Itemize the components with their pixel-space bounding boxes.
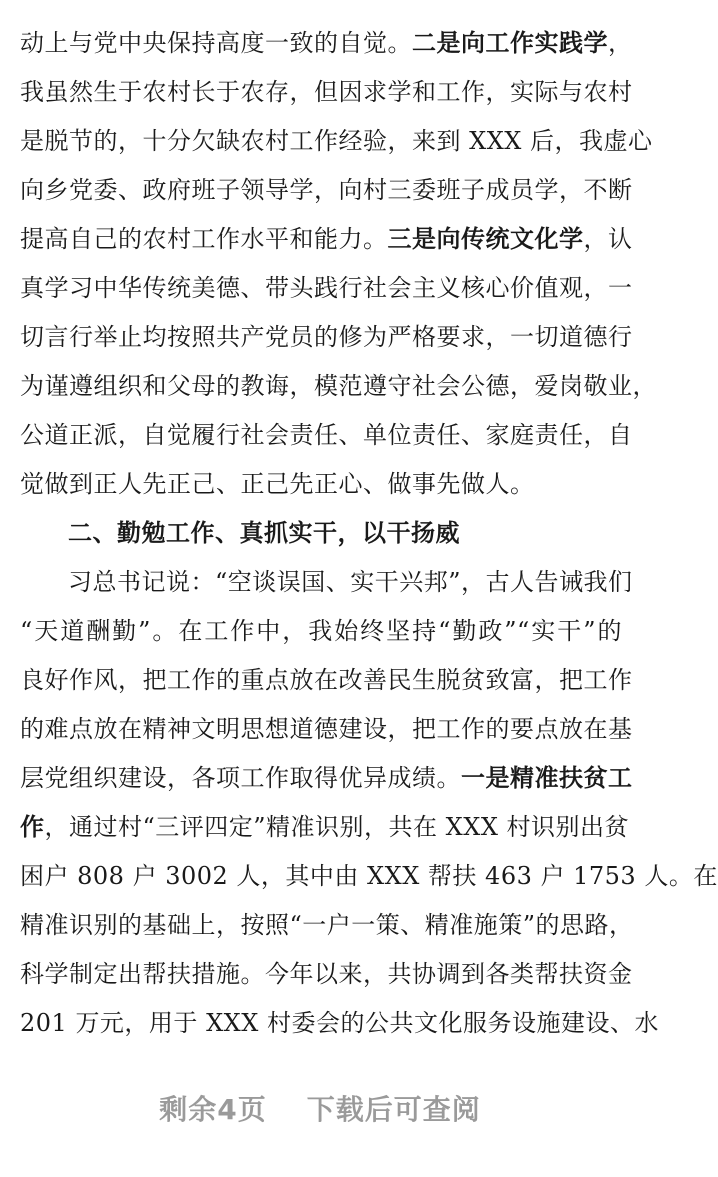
body-text: 向乡党委、政府班子领导学，向村三委班子成员学，不断 <box>20 176 633 204</box>
paragraph-line <box>20 120 653 169</box>
paragraph-line <box>20 904 634 953</box>
paragraph-line <box>20 218 633 267</box>
body-text: 的难点放在精神文明思想道德建设，把工作的要点放在基 <box>20 715 633 743</box>
paragraph-line <box>20 708 633 757</box>
body-text: 动上与党中央保持高度一致的自觉。 <box>20 29 412 57</box>
emphasis-text: 二是向工作实践学 <box>412 28 608 57</box>
paragraph-line <box>20 855 718 904</box>
body-text: ， <box>608 29 633 57</box>
body-text: 良好作风，把工作的重点放在改善民生脱贫致富，把工作 <box>20 666 633 694</box>
body-text: ，通过村“三评四定”精准识别，共在 XXX 村识别出贫 <box>44 813 630 841</box>
remaining-pages-label: 剩余4页 <box>159 1093 267 1126</box>
paragraph-line <box>20 169 633 218</box>
paragraph-line <box>20 806 630 855</box>
body-text: ，认 <box>583 225 633 253</box>
paragraph-line <box>20 267 633 316</box>
body-text: 真学习中华传统美德、带头践行社会主义核心价值观，一 <box>20 274 633 302</box>
paragraph-line <box>20 561 633 610</box>
body-text: 公道正派，自觉履行社会责任、单位责任、家庭责任，自 <box>20 421 633 449</box>
body-text: 困户 808 户 3002 人，其中由 XXX 帮扶 463 户 1753 人。在 <box>20 862 718 890</box>
paragraph-line <box>20 1002 659 1051</box>
body-text: “天道酬勤”。在工作中，我始终坚持“勤政”“实干”的 <box>20 617 622 645</box>
body-text: 精准识别的基础上，按照“一户一策、精准施策”的思路， <box>20 911 634 939</box>
body-text: 为谨遵组织和父母的教诲，模范遵守社会公德，爱岗敬业， <box>20 372 657 400</box>
paragraph-line <box>20 22 633 71</box>
document-body <box>20 22 718 1051</box>
body-text: 201 万元，用于 XXX 村委会的公共文化服务设施建设、水 <box>20 1009 659 1037</box>
paragraph-line <box>20 463 622 512</box>
paragraph-line <box>20 414 633 463</box>
emphasis-text: 作 <box>20 812 45 841</box>
body-text: 是脱节的，十分欠缺农村工作经验，来到 XXX 后，我虚心 <box>20 127 653 155</box>
body-text: 我虽然生于农村长于农存，但因求学和工作，实际与农村 <box>20 78 633 106</box>
body-text: 层党组织建设，各项工作取得优异成绩。 <box>20 764 461 792</box>
emphasis-text: 一是精准扶贫工 <box>461 763 633 792</box>
paragraph-line <box>20 659 633 708</box>
paragraph-line <box>20 71 633 120</box>
body-text: 提高自己的农村工作水平和能力。 <box>20 225 388 253</box>
download-hint-label: 下载后可查阅 <box>306 1093 481 1126</box>
paragraph-line <box>20 610 622 659</box>
paragraph-line <box>20 953 633 1002</box>
download-prompt-banner <box>0 1088 640 1128</box>
paragraph-line <box>20 316 633 365</box>
section-heading <box>20 512 622 561</box>
body-text: 切言行举止均按照共产党员的修为严格要求，一切道德行 <box>20 323 633 351</box>
paragraph-line <box>20 757 633 806</box>
emphasis-text: 二、勤勉工作、真抓实干，以干扬威 <box>68 519 460 547</box>
body-text: 科学制定出帮扶措施。今年以来，共协调到各类帮扶资金 <box>20 960 633 988</box>
emphasis-text: 三是向传统文化学 <box>387 224 584 253</box>
paragraph-line <box>20 365 657 414</box>
body-text: 习总书记说：“空谈误国、实干兴邦”，古人告诫我们 <box>68 568 633 596</box>
body-text: 觉做到正人先正己、正己先正心、做事先做人。 <box>20 470 535 498</box>
